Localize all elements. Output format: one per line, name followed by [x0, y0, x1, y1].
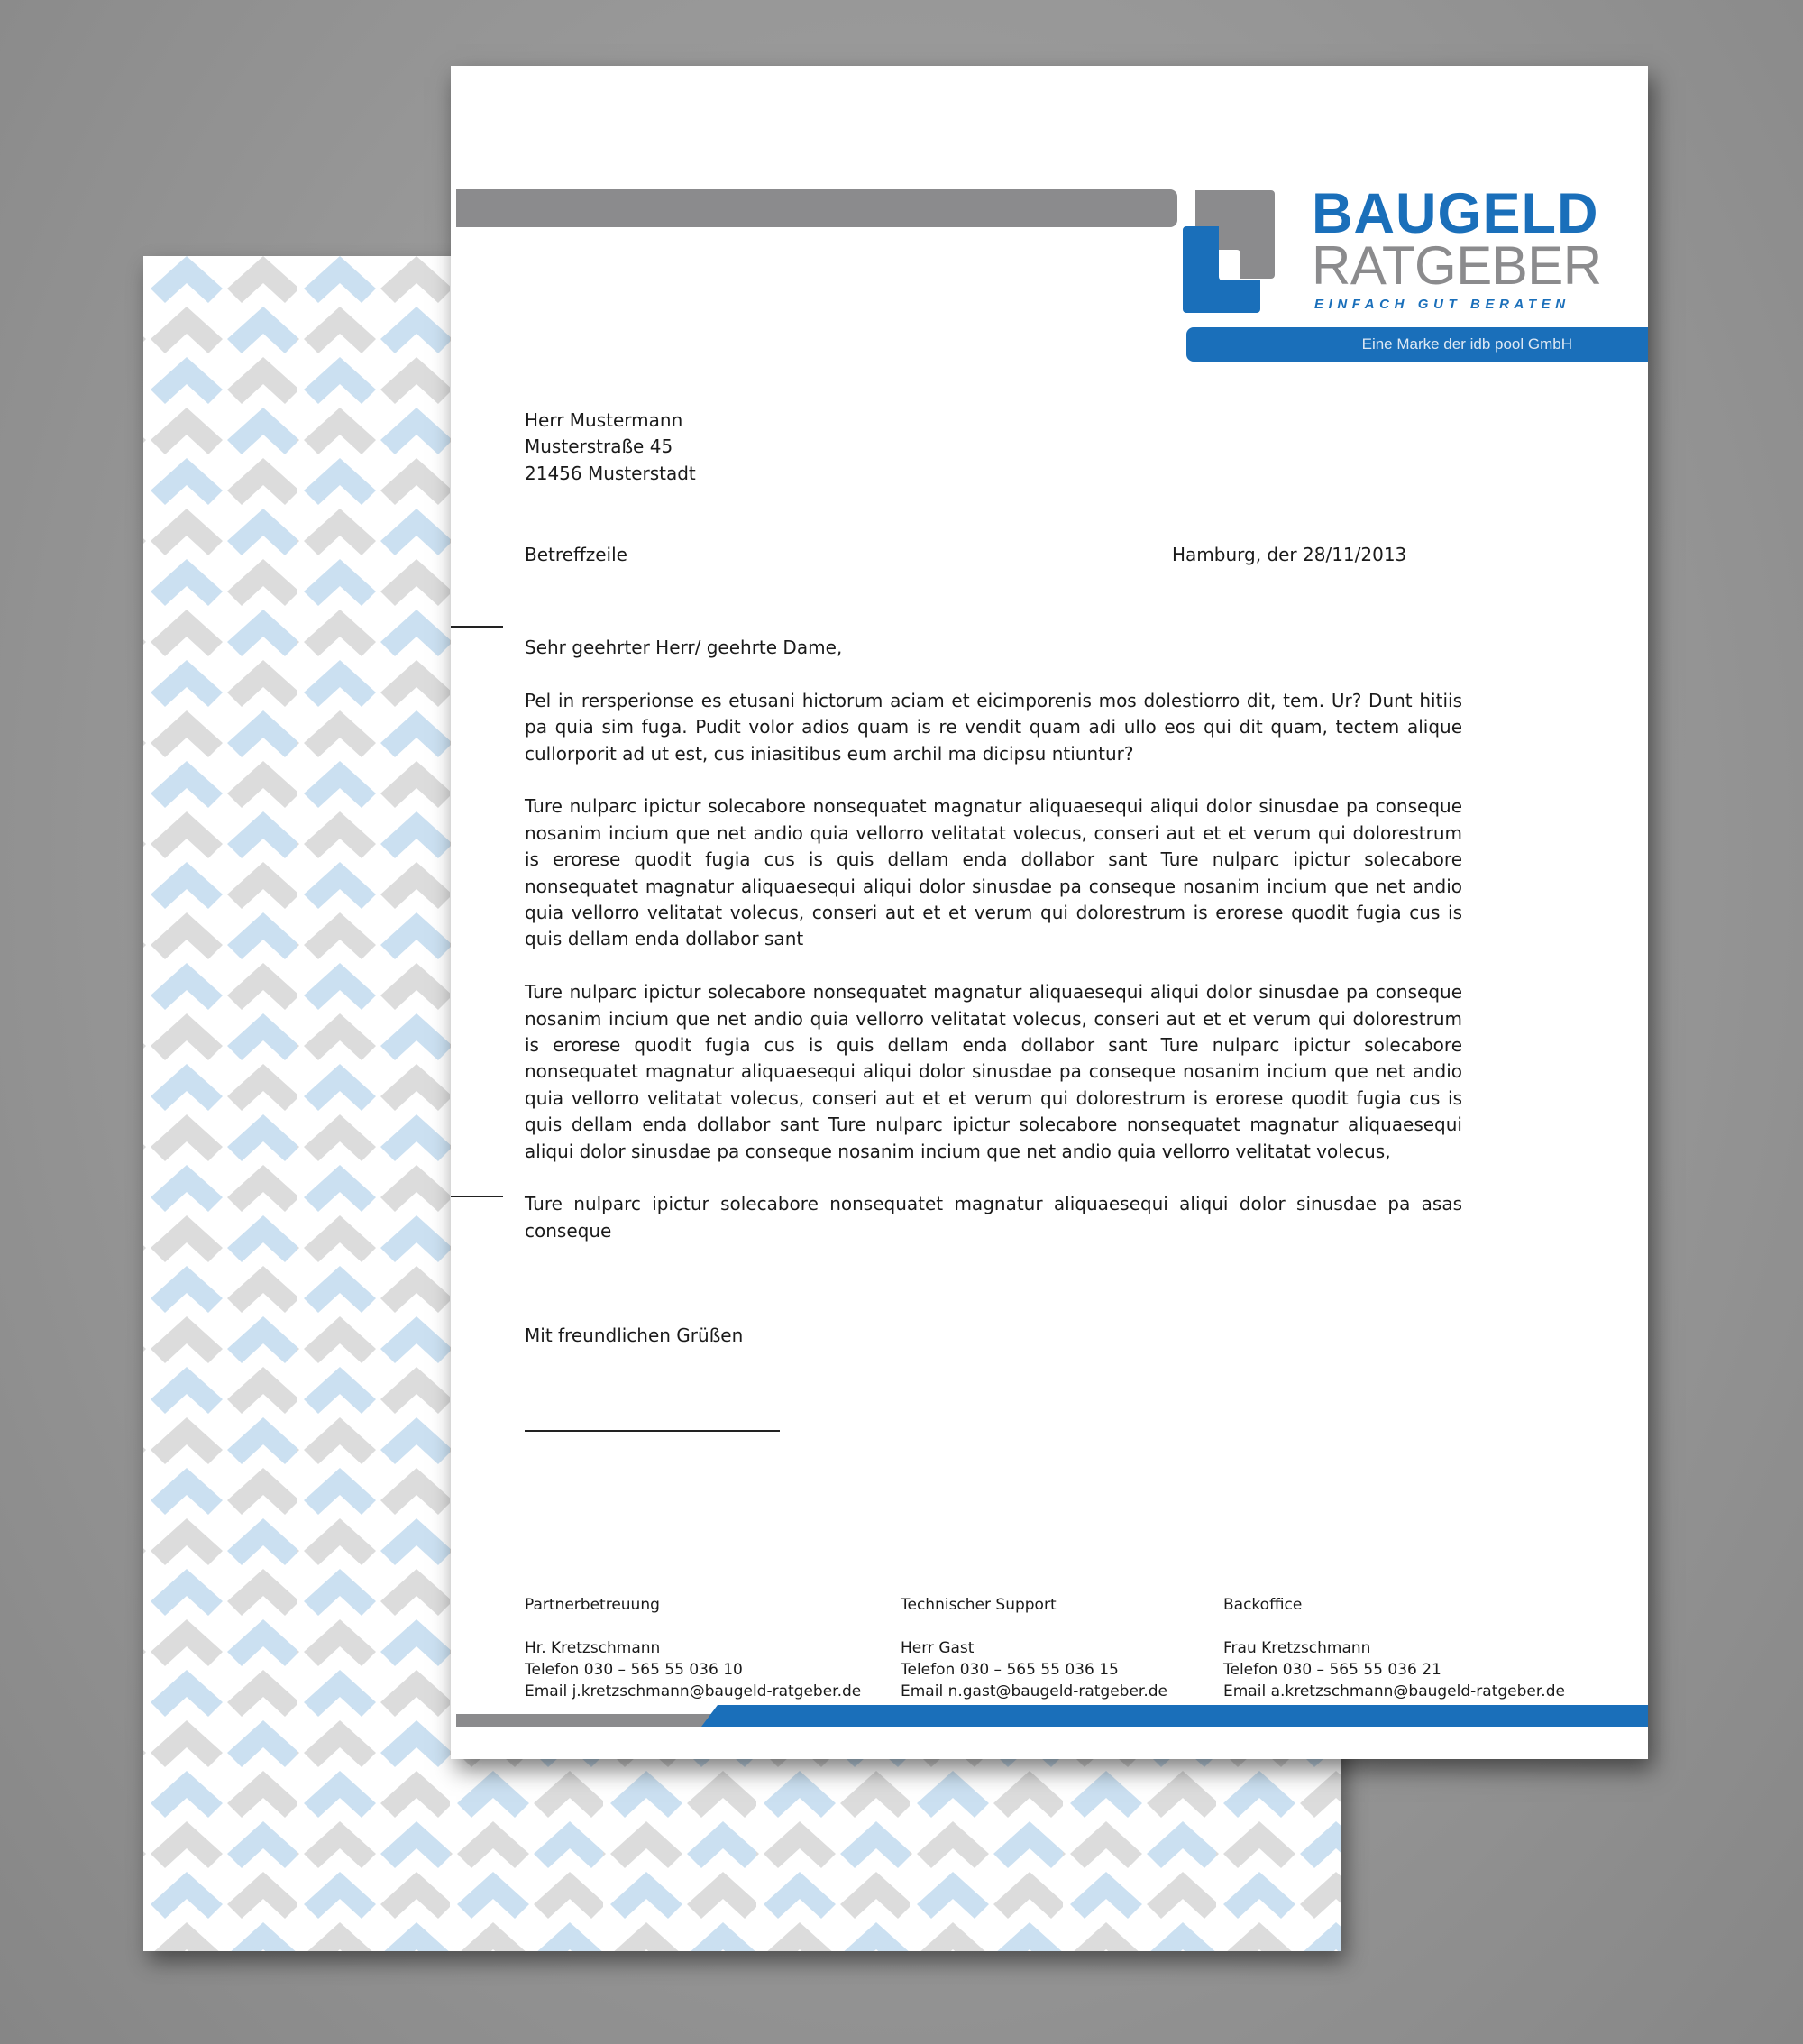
- brand-name-line2: RATGEBER: [1312, 235, 1602, 296]
- recipient-street: Musterstraße 45: [525, 435, 673, 458]
- footer-email: Email a.kretzschmann@baugeld-ratgeber.de: [1223, 1682, 1565, 1700]
- footer-email: Email n.gast@baugeld-ratgeber.de: [901, 1682, 1168, 1700]
- fold-mark-top: [451, 626, 503, 628]
- footer-phone: Telefon 030 – 565 55 036 15: [901, 1661, 1119, 1679]
- footer-bars-graphic: [456, 1705, 1648, 1727]
- brand-subline-strip: [1186, 327, 1648, 362]
- letter-body: [525, 635, 1462, 1271]
- letter-sheet: [451, 66, 1648, 1759]
- closing-phrase: Mit freundlichen Grüßen: [525, 1324, 744, 1346]
- footer-email: Email j.kretzschmann@baugeld-ratgeber.de: [525, 1682, 862, 1700]
- brand-name-line1: BAUGELD: [1312, 182, 1599, 245]
- footer-contact-partner: [525, 1594, 861, 1702]
- logo-mark-icon: [1183, 190, 1275, 313]
- footer-contact-support: [901, 1594, 1167, 1702]
- body-paragraph: Ture nulparc ipictur solecabore nonsequatet magnatur aliquaesequi aliqui dolor sinusdae pa conseque nosanim incium que net andio quia vellorro velitatat volecus, conseri aut et et verum qui dolorestrum is erorese quodit fugia cus is quis dellam enda dollabor sant Ture nulparc ipictur solecabore nonsequatet magnatur aliquaesequi aliqui dolor sinusdae pa conseque nosanim incium que net andio quia vellorro velitatat volecus, conseri aut et et verum qui dolorestrum is erorese quodit fugia cus is quis dellam enda dollabor sant: [525, 795, 1462, 950]
- footer-name: Herr Gast: [901, 1639, 975, 1657]
- salutation: Sehr geehrter Herr/ geehrte Dame,: [525, 637, 843, 658]
- subject-line: Betreffzeile: [525, 544, 627, 565]
- brand-tagline: EINFACH GUT BERATEN: [1314, 297, 1570, 312]
- header-grey-bar: [456, 189, 1177, 227]
- recipient-name: Herr Mustermann: [525, 409, 683, 431]
- brand-subline: Eine Marke der idb pool GmbH: [1361, 335, 1572, 353]
- fold-mark-bottom: [451, 1196, 503, 1197]
- footer-name: Hr. Kretzschmann: [525, 1639, 661, 1657]
- body-paragraph: Ture nulparc ipictur solecabore nonsequatet magnatur aliquaesequi aliqui dolor sinusdae pa conseque nosanim incium que net andio quia vellorro velitatat volecus, conseri aut et et verum qui dolorestrum is erorese quodit fugia cus is quis dellam enda dollabor sant Ture nulparc ipictur solecabore nonsequatet magnatur aliquaesequi aliqui dolor sinusdae pa conseque nosanim incium que net andio quia vellorro velitatat volecus, conseri aut et et verum qui dolorestrum is erorese quodit fugia cus is quis dellam enda dollabor sant Ture nulparc ipictur solecabore nonsequatet magnatur aliquaesequi aliqui dolor sinusdae pa conseque nosanim incium que net andio quia vellorro velitatat volecus,: [525, 981, 1462, 1162]
- footer-phone: Telefon 030 – 565 55 036 10: [525, 1661, 743, 1679]
- footer-heading: Backoffice: [1223, 1596, 1303, 1614]
- letter-date: Hamburg, der 28/11/2013: [1172, 544, 1407, 565]
- footer-phone: Telefon 030 – 565 55 036 21: [1223, 1661, 1441, 1679]
- footer-heading: Technischer Support: [901, 1596, 1057, 1614]
- footer-contact-backoffice: [1223, 1594, 1565, 1702]
- body-paragraph: Ture nulparc ipictur solecabore nonsequatet magnatur aliquaesequi aliqui dolor sinusdae pa asas conseque: [525, 1193, 1462, 1242]
- footer-heading: Partnerbetreuung: [525, 1596, 660, 1614]
- recipient-address: [525, 408, 696, 487]
- body-paragraph: Pel in rersperionse es etusani hictorum aciam et eicimporenis mos dolestiorro dit, tem. Ur? Dunt hitiis pa quia sim fuga. Pudit volor adios quam is re vendit quam adi ullo eos qui dit quam, tectem alique cullorporit ad ut est, cus iniasitibus eum archil ma dicipsu ntiuntur?: [525, 689, 1462, 765]
- recipient-city: 21456 Musterstadt: [525, 462, 696, 484]
- footer-color-bars: [456, 1705, 1648, 1727]
- footer-name: Frau Kretzschmann: [1223, 1639, 1371, 1657]
- signature-line: [525, 1430, 780, 1432]
